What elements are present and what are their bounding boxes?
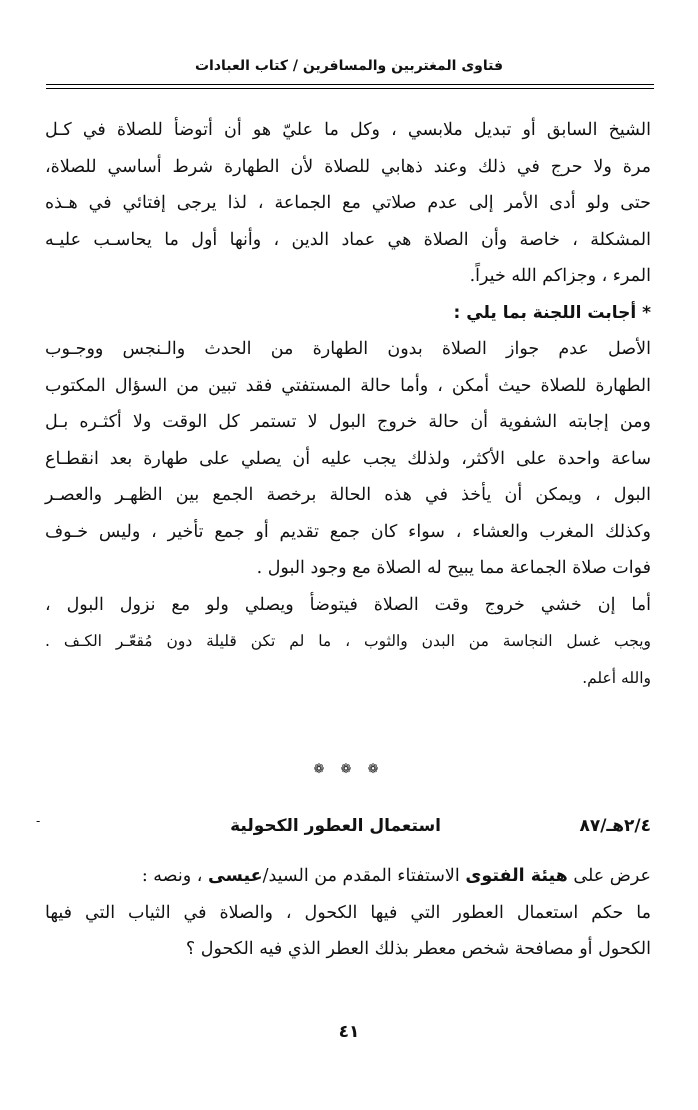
main-text [45, 112, 651, 696]
intro-suffix: ، ونصه : [141, 866, 208, 886]
margin-mark: - [36, 814, 41, 828]
header-rule-second [46, 88, 654, 89]
text-line: الكحول أو مصافحة شخص معطر بذلك العطر الذي فيه الكحول ؟ [185, 939, 651, 959]
fatwa-body [45, 858, 651, 968]
intro-name: عيسى [207, 866, 263, 886]
fatwa-number: ٢/٤هـ/٨٧ [579, 816, 651, 836]
intro-middle: الاستفتاء المقدم من السيد/ [262, 866, 466, 886]
fatwa-intro [45, 858, 651, 895]
section-ornament: ❁ ❁ ❁ [313, 762, 385, 777]
text-line: مرة ولا حرج في ذلك وعند ذهابي للصلاة لأن الطهارة شرط أساسي للصلاة، [45, 156, 651, 177]
text-line: الشيخ السابق أو تبديل ملابسي ، وكل ما عليّ هو أن أتوضأ للصلاة في كـل [45, 120, 651, 140]
text-line: ساعة واحدة على الأكثر، ولذلك يجب عليه أن يصلي على طهارة بعد انقطـاع [45, 448, 651, 469]
text-line: البول ، ويمكن أن يأخذ في هذه الحالة برخصة الجمع بين الظهـر والعصـر [45, 485, 651, 505]
page-number: ٤١ [338, 1022, 360, 1042]
intro-prefix: عرض على [567, 866, 651, 886]
text-line: المرء ، وجزاكم الله خيراً. [469, 266, 651, 286]
text-line: المشكلة ، خاصة وأن الصلاة هي عماد الدين ، وأنها أول ما يحاسـب عليـه [45, 229, 651, 250]
text-line: فوات صلاة الجماعة مما يبيح له الصلاة مع وجود البول . [256, 558, 651, 578]
text-line: ومن إجابته الشفوية أن حالة خروج البول لا تستمر كل الوقت ولا أكثـره بـل [45, 412, 651, 432]
fatwa-title: استعمال العطور الكحولية [230, 816, 441, 836]
text-line: حتى ولو أدى الأمر إلى عدم صلاتي مع الجماعة ، لذا يرجى إفتائي في هـذه [45, 193, 651, 213]
text-line: ويجب غسل النجاسة من البدن والثوب ، ما لم تكن قليلة دون مُقعّـر الكـف . [45, 632, 651, 650]
text-line: أما إن خشي خروج وقت الصلاة فيتوضأ ويصلي ولو مع نزول البول ، [45, 594, 651, 615]
header-rule [46, 84, 654, 85]
answer-heading: * أجابت اللجنة بما يلي : [453, 302, 651, 323]
text-line: ما حكم استعمال العطور التي فيها الكحول ، والصلاة في الثياب التي فيها [45, 902, 651, 923]
text-line: الطهارة للصلاة حيث أمكن ، وأما حالة المستفتي فقد تبين من السؤال المكتوب [45, 375, 651, 396]
running-header: فتاوى المغتربين والمسافرين / كتاب العبادات [194, 58, 504, 74]
text-line: الأصل عدم جواز الصلاة بدون الطهارة من الحدث والـنجس ووجـوب [45, 339, 651, 359]
text-line: وكذلك المغرب والعشاء ، سواء كان جمع تقديم أو جمع تأخير ، وليس خـوف [45, 521, 651, 542]
intro-body: هيئة الفتوى [465, 866, 568, 886]
closing-line: والله أعلم. [582, 668, 651, 687]
